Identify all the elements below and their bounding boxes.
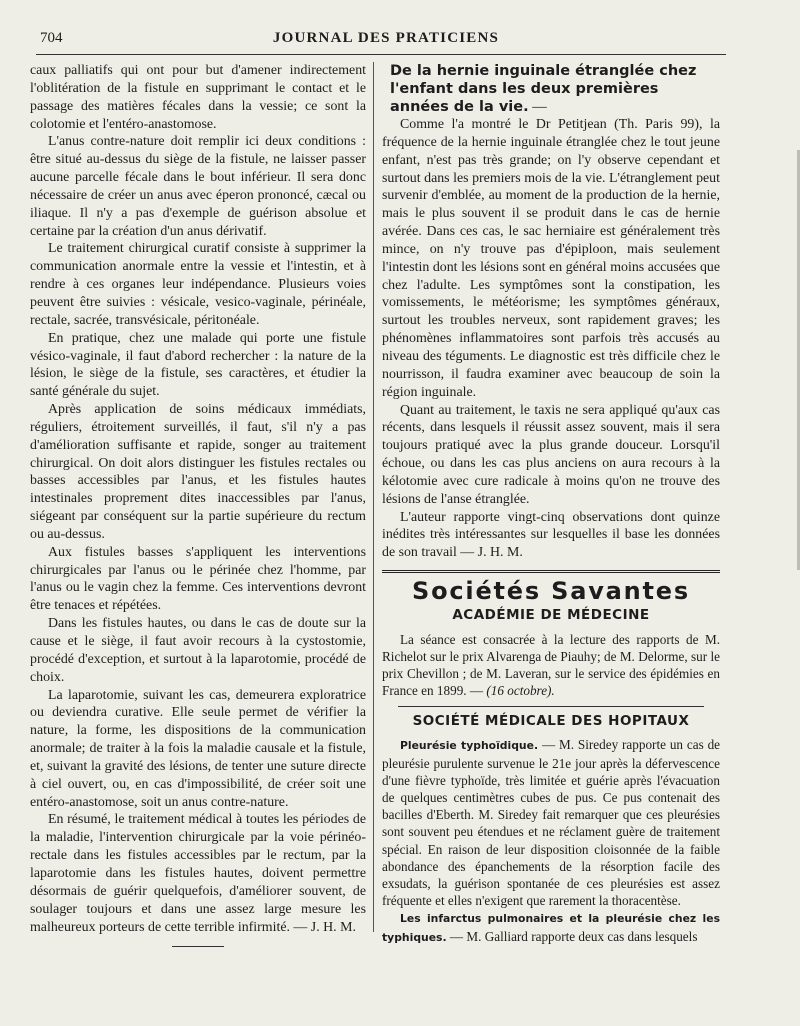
infarct-paragraph <box>382 909 720 945</box>
pleurisy-text: — M. Siredey rapporte un cas de pleurésie purulente survenue le 21e jour après la défervescence d'une fièvre typhoïde, très limitée et guérie après l'évacuation de quelques centimètres cubes de pus. Ce pus contenait des bacilles d'Eberth. M. Siredey fait remarquer que ces pleurésies sont souvent peu étendues et ne réclament guère de traitement spécial. En raison de leur disposition cloisonnée de la faible abondance des épanchements de la résorption facile des exsudats, la guérison spontanée de ces pleurésies est assez fréquente et elles n'exigent que rarement la thoracentèse. <box>382 737 721 909</box>
page-header <box>36 30 736 52</box>
page-number: 704 <box>40 30 63 46</box>
article-title-dash: — <box>528 99 547 115</box>
academy-date: (16 octobre). <box>486 683 555 699</box>
paragraph: Quant au traitement, le taxis ne sera appliqué qu'aux cas récents, dans lesquels il réussit assez souvent, mais il sera toujours pratiqué avec la plus grande douceur. Lorsqu'il échoue, ou dans les cas plus anciens on aura recours à la kélotomie avec cure radicale à moins qu'on ne trouve des lésions de l'anse étranglée. <box>382 402 720 507</box>
infarct-runin-heading: Les infarctus pulmonaires et la pleurésie chez les typhiques. <box>382 912 720 944</box>
right-column <box>382 62 720 946</box>
header-rule <box>36 54 726 55</box>
journal-title: JOURNAL DES PRATICIENS <box>272 30 500 46</box>
paragraph: Le traitement chirurgical curatif consiste à supprimer la communication anormale entre la vessie et l'intestin, et à rendre à ces organes leur indépendance. Plusieurs voies peuvent être suivies : vésicale, vesico-vaginale, périnéale, rectale, sacrée, transvésicale, péritonéale. <box>30 241 366 328</box>
article-title-text: De la hernie inguinale étranglée chez l'enfant dans les deux premières années de la vie. <box>390 63 697 115</box>
paragraph: La laparotomie, suivant les cas, demeurera exploratrice ou deviendra curative. Elle seule permet de vérifier la nature, la forme, les dispositions de la communication anormale; de traiter à la fois la maladie causale et la fistule, et, suivant la gravité des lésions, de tenter une suture directe à ciel ouvert, ou, en cas d'impossibilité, de créer soit une entéro-anastomose, soit un anus contre-nature. <box>30 687 366 810</box>
infarct-text: — M. Galliard rapporte deux cas dans lesquels <box>449 928 698 944</box>
paragraph: Dans les fistules hautes, ou dans le cas de doute sur la cause et le siège, il faut avoir recours à la cystostomie, procédé d'exception, et surtout à la laparotomie, procédé de choix. <box>30 616 366 685</box>
subsection-rule <box>398 706 704 707</box>
academy-text: La séance est consacrée à la lecture des rapports de M. Richelot sur le prix Alvarenga de Piauhy; de M. Delorme, sur le prix Chevillon ; de M. Laveran, sur le service des épidémies en France en 1899. — <box>382 631 720 699</box>
paragraph: caux palliatifs qui ont pour but d'amener indirectement l'oblitération de la fistule en supprimant le contact et le passage des matières fécales dans la vessie; ce sont la colotomie et l'entéro-anastomose. <box>30 63 366 132</box>
paragraph: L'anus contre-nature doit remplir ici deux conditions : être situé au-dessus du siège de la fistule, ne laisser passer aucune parcelle fécale dans le bout inférieur. Il sera donc nécessaire de créer un anus avec éperon prononcé, cæcal ou iliaque. Il n'y a pas d'exemple de guérison absolue et certaine par la création d'un anus dérivatif. <box>30 134 366 239</box>
section-rule <box>382 570 720 575</box>
academy-paragraph <box>382 631 720 700</box>
paragraph: Comme l'a montré le Dr Petitjean (Th. Paris 99), la fréquence de la hernie inguinale étranglée chez le tout jeune enfant, n'est pas très grande; on l'y observe cependant et surtout dans les premiers mois de la vie. L'étranglement peut survenir d'emblée, au moment de la production de la hernie, mais le plus souvent il se produit dans le cas de hernie avérée. Dans ces cas, le sac herniaire est généralement très mince, on n'y trouve pas d'épiploon, mais seulement l'intestin dont les lésions sont en général moins accusées que chez l'adulte. Les symptômes sont la constipation, les vomissements, le météorisme; les symptômes généraux, surtout les troubles nerveux, sont rapidement graves; les phénomènes inflammatoires sont parfois très accusés au niveau des téguments. Le diagnostic est très difficile chez le nourrisson, il faudra examiner avec beaucoup de soin la région inguinale. <box>382 117 720 400</box>
academy-heading: ACADÉMIE DE MÉDECINE <box>452 606 650 623</box>
society-heading: SOCIÉTÉ MÉDICALE DES HOPITAUX <box>412 712 690 729</box>
paragraph: En résumé, le traitement médical à toutes les périodes de la maladie, l'intervention chirurgicale par la voie périnéo-rectale dans les fistules accessibles par le rectum, par la laparotomie dans les fistules hautes, doivent permettre désormais de guérir quelquefois, d'améliorer souvent, de soulager toujours et dans une assez large mesure les malheureux porteurs de cette terrible infirmité. — J. H. M. <box>30 812 366 935</box>
paragraph: L'auteur rapporte vingt-cinq observations dont quinze inédites très intéressantes sur lesquelles il base les données de son travail — J. H. M. <box>382 509 720 561</box>
article-title <box>390 62 720 116</box>
pleurisy-runin-heading: Pleurésie typhoïdique. <box>400 739 539 753</box>
paragraph: Aux fistules basses s'appliquent les interventions chirurgicales par l'anus ou le périnée chez l'homme, par l'anus ou le vagin chez la femme. Ces interventions devront être tenaces et répétées. <box>30 544 366 614</box>
paragraph: En pratique, chez une malade qui porte une fistule vésico-vaginale, il faut d'abord rechercher : la nature de la lésion, le siège de la fistule, ses caractères, et étudier la santé générale du sujet. <box>30 330 366 400</box>
pleurisy-paragraph <box>382 736 720 909</box>
column-divider <box>373 62 374 932</box>
left-column <box>30 62 366 947</box>
article-end-rule <box>172 946 224 947</box>
section-title: Sociétés Savantes <box>412 577 690 606</box>
paragraph: Après application de soins médicaux immédiats, réguliers, étroitement surveillés, il faut, s'il n'y a pas d'amélioration suffisante et rapide, songer au traitement chirurgical. On doit alors distinguer les fistules rectales ou basses accessibles par l'anus, et les fistules hautes intestinales proprement dites inaccessibles par l'anus, siégeant par conséquent sur la partie supérieure du rectum ou au-dessus. <box>30 402 366 542</box>
